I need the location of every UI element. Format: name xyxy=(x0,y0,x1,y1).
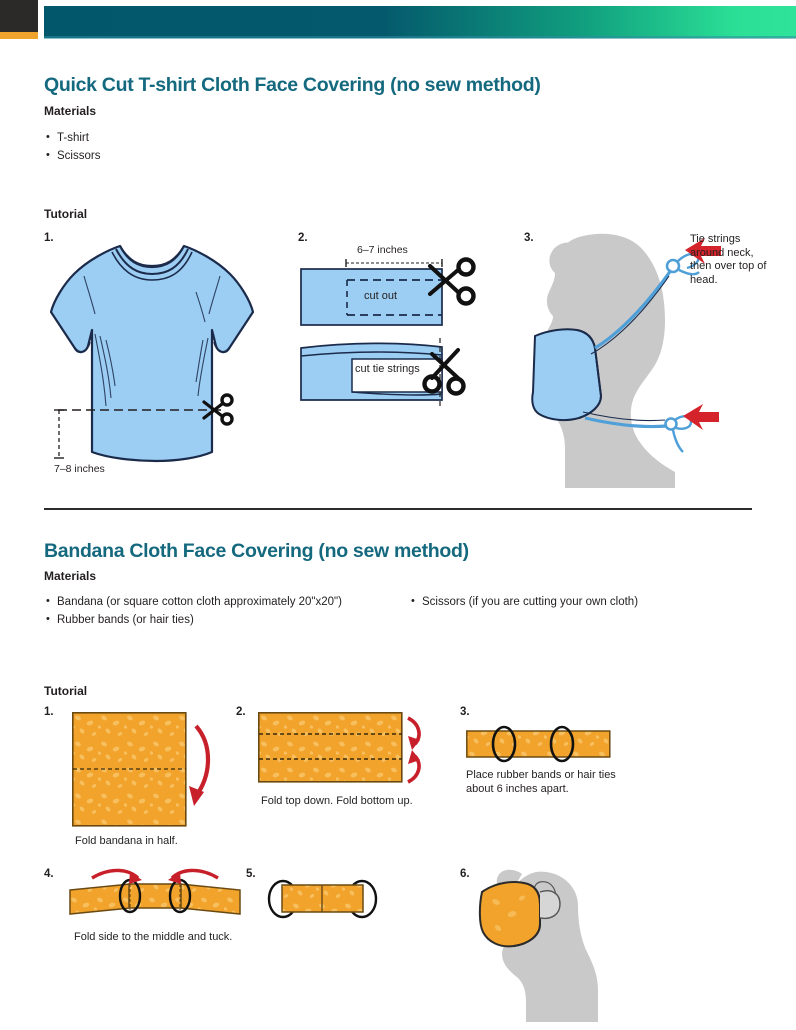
tshirt-step-3-number: 3. xyxy=(524,232,534,244)
scissors-icon xyxy=(202,392,236,428)
bandana-step-6-number: 6. xyxy=(460,868,470,880)
bandana-step-2-number: 2. xyxy=(236,706,246,718)
header-gradient-band xyxy=(44,6,796,38)
bandana-step-1-number: 1. xyxy=(44,706,54,718)
bandana-section-title: Bandana Cloth Face Covering (no sew method) xyxy=(44,540,469,562)
bandana-material-item: • Scissors (if you are cutting your own cloth) xyxy=(422,596,638,608)
bandana-step3-illustration xyxy=(466,722,621,768)
cut-tie-strings-label: cut tie strings xyxy=(355,363,420,375)
bandana-step-4-caption: Fold side to the middle and tuck. xyxy=(74,931,233,943)
section-divider xyxy=(44,508,752,510)
scissors-icon xyxy=(424,344,476,398)
bandana-step-4-number: 4. xyxy=(44,868,54,880)
header-band-underline xyxy=(44,36,796,39)
scissors-icon xyxy=(428,258,480,312)
tshirt-material-item: • T-shirt xyxy=(57,132,89,144)
tshirt-material-item: • Scissors xyxy=(57,150,100,162)
bandana-step-1-caption: Fold bandana in half. xyxy=(75,835,178,847)
bandana-materials-label: Materials xyxy=(44,569,97,583)
tshirt-measure-label: 7–8 inches xyxy=(54,463,105,475)
bandana-step2-illustration xyxy=(258,712,428,790)
tshirt-step-1-number: 1. xyxy=(44,232,54,244)
header-dark-block xyxy=(0,0,38,32)
bandana-step5-illustration xyxy=(264,874,384,924)
cut-out-label: cut out xyxy=(364,290,398,302)
bandana-step1-illustration xyxy=(72,712,217,837)
bandana-step-2-caption: Fold top down. Fold bottom up. xyxy=(261,795,413,807)
tshirt-section-title: Quick Cut T-shirt Cloth Face Covering (no sew method) xyxy=(44,74,541,96)
tshirt-step2-measure-label: 6–7 inches xyxy=(357,244,408,256)
tshirt-materials-label: Materials xyxy=(44,104,97,118)
tshirt-step3-annotation: Tie strings around neck, then over top of head. xyxy=(690,233,767,286)
bandana-material-item: • Rubber bands (or hair ties) xyxy=(57,614,194,626)
bandana-step-3-caption: Place rubber bands or hair ties about 6 inches apart. xyxy=(466,769,616,795)
header-orange-bar xyxy=(0,32,38,39)
bandana-step-3-number: 3. xyxy=(460,706,470,718)
bandana-mask-on-face-illustration xyxy=(478,862,668,1022)
bandana-tutorial-label: Tutorial xyxy=(44,684,88,698)
bandana-step-5-number: 5. xyxy=(246,868,256,880)
tshirt-step-2-number: 2. xyxy=(298,232,308,244)
bandana-step4-illustration xyxy=(68,868,258,930)
bandana-material-item: • Bandana (or square cotton cloth approximately 20"x20") xyxy=(57,596,342,608)
tshirt-tutorial-label: Tutorial xyxy=(44,207,88,221)
